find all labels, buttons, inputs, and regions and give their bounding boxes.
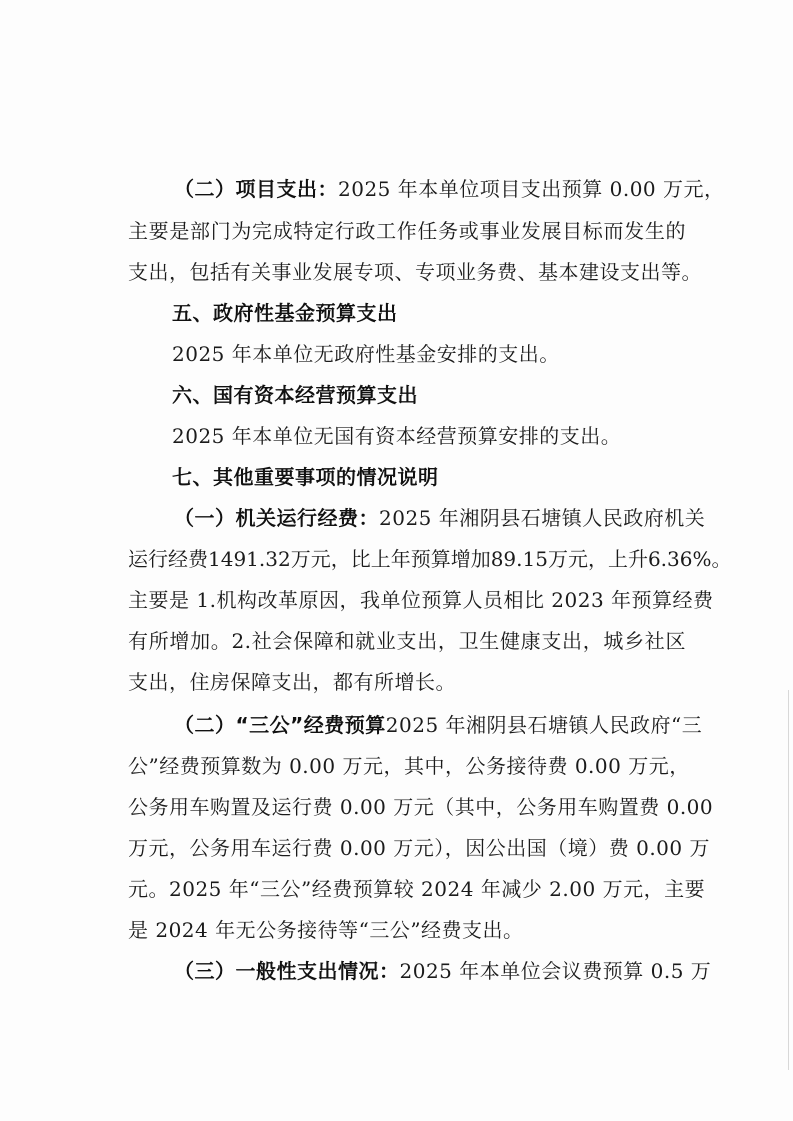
agency-operation-line-1 <box>174 505 705 531</box>
project-expense-text: 2025 年本单位项目支出预算 0.00 万元， <box>338 177 725 201</box>
three-public-line-2: 公”经费预算数为 0.00 万元，其中，公务接待费 0.00 万元， <box>128 754 690 778</box>
project-expense-line-1 <box>174 176 725 202</box>
three-public-line-6: 是 2024 年无公务接待等“三公”经费支出。 <box>128 918 524 942</box>
other-matters-heading: 七、其他重要事项的情况说明 <box>172 465 439 489</box>
agency-operation-text: 2025 年湘阴县石塘镇人民政府机关 <box>379 506 706 530</box>
agency-operation-line-2: 运行经费1491.32万元，比上年预算增加89.15万元，上升6.36%。 <box>128 547 732 571</box>
three-public-line-1 <box>174 712 702 738</box>
three-public-text: 2025 年湘阴县石塘镇人民政府“三 <box>385 713 703 737</box>
general-expense-title: （三）一般性支出情况： <box>174 959 400 983</box>
general-expense-text: 2025 年本单位会议费预算 0.5 万 <box>399 959 712 983</box>
gov-fund-heading: 五、政府性基金预算支出 <box>172 301 398 325</box>
three-public-title: （二）“三公”经费预算 <box>174 713 386 737</box>
project-expense-line-3: 支出，包括有关事业发展专项、专项业务费、基本建设支出等。 <box>128 260 702 284</box>
agency-operation-line-3: 主要是 1.机构改革原因，我单位预算人员相比 2023 年预算经费 <box>128 588 714 612</box>
agency-operation-title: （一）机关运行经费： <box>174 506 379 530</box>
state-capital-heading: 六、国有资本经营预算支出 <box>172 383 418 407</box>
agency-operation-line-4: 有所增加。2.社会保障和就业支出，卫生健康支出，城乡社区 <box>128 629 686 653</box>
three-public-line-5: 元。2025 年“三公”经费预算较 2024 年减少 2.00 万元，主要 <box>128 877 706 901</box>
project-expense-title: （二）项目支出： <box>174 177 338 201</box>
project-expense-line-2: 主要是部门为完成特定行政工作任务或事业发展目标而发生的 <box>128 219 686 243</box>
state-capital-text: 2025 年本单位无国有资本经营预算安排的支出。 <box>172 424 622 448</box>
general-expense-line-1 <box>174 958 711 984</box>
three-public-line-4: 万元，公务用车运行费 0.00 万元），因公出国（境）费 0.00 万 <box>128 836 710 860</box>
three-public-line-3: 公务用车购置及运行费 0.00 万元（其中，公务用车购置费 0.00 <box>128 795 714 819</box>
scan-edge-mark <box>788 690 789 1070</box>
agency-operation-line-5: 支出，住房保障支出，都有所增长。 <box>128 670 456 694</box>
gov-fund-text: 2025 年本单位无政府性基金安排的支出。 <box>172 342 560 366</box>
